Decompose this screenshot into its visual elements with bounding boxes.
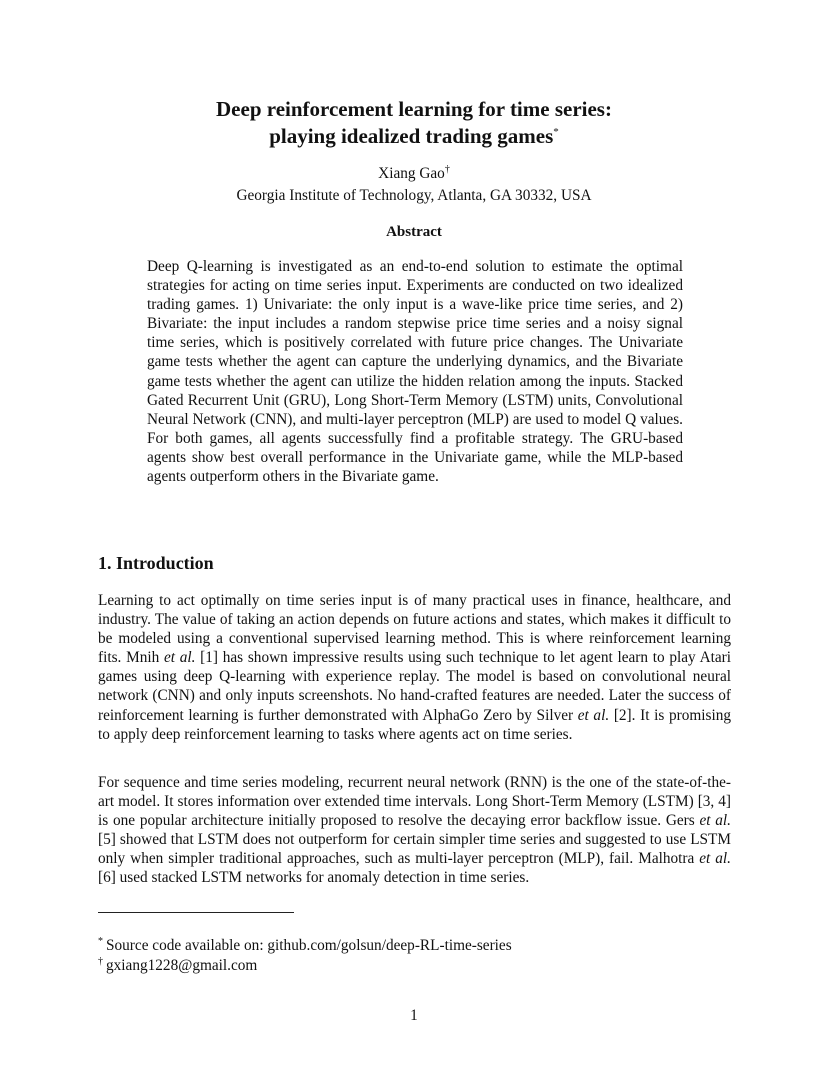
intro-p2-part-b: [5] showed that LSTM does not outperform for certain simpler time series and suggested to use LSTM only when simpler traditional approaches, such as multi-layer perceptron (MLP), fail. Malhotra xyxy=(98,831,731,868)
intro-p1-part-a: Learning to act optimally on time series input is of many practical uses in finance, healthcare, and industry. The value of taking an action depends on future actions and states, which makes it difficult to be modeled using a conventional supervised learning method. This is where reinforcement learning fits. Mnih xyxy=(98,592,731,667)
intro-p2-part-c: [6] used stacked LSTM networks for anomaly detection in time series. xyxy=(98,869,530,887)
section-heading-introduction: 1. Introduction xyxy=(98,553,214,573)
title-line-2-text: playing idealized trading games xyxy=(269,124,554,148)
footnote-2 xyxy=(98,956,257,976)
intro-p2-et-al-1: et al. xyxy=(699,812,731,830)
title-line-1: Deep reinforcement learning for time series: xyxy=(216,97,612,121)
intro-p1-et-al-1: et al. xyxy=(163,649,196,667)
intro-p1-part-c: [2]. It is promising to apply deep reinforcement learning to tasks where agents act on time series. xyxy=(98,706,732,743)
footnote-2-mark: † xyxy=(98,955,103,967)
author-name xyxy=(0,163,828,184)
intro-p2-part-a: For sequence and time series modeling, recurrent neural network (RNN) is the one of the state-of-the-art model. It stores information over extended time intervals. Long Short-Term Memory (LSTM) [3, 4] is one popular architecture initially proposed to resolve the decaying error backflow issue. Gers xyxy=(98,774,731,830)
abstract-heading: Abstract xyxy=(386,224,442,240)
paper-title xyxy=(0,96,828,150)
intro-paragraph-1 xyxy=(98,591,731,744)
footnote-1 xyxy=(98,936,512,956)
footnote-divider xyxy=(98,912,294,913)
author-name-text: Xiang Gao xyxy=(378,165,445,182)
footnote-1-mark: * xyxy=(98,935,103,947)
intro-p1-part-b: [1] has shown impressive results using such technique to let agent learn to play Atari games using deep Q-learning with experience replay. The model is based on convolutional neural network (CNN) and only inputs screenshots. No hand-crafted features are needed. Later the success of reinforcement learning is further demonstrated with AlphaGo Zero by Silver xyxy=(98,649,731,724)
title-line-2 xyxy=(0,123,828,150)
page-number: 1 xyxy=(410,1007,418,1024)
footnote-1-text: Source code available on: github.com/golsun/deep-RL-time-series xyxy=(106,937,512,954)
intro-p2-et-al-2: et al. xyxy=(699,850,731,868)
title-footnote-mark: * xyxy=(553,126,559,138)
intro-p1-et-al-2: et al. xyxy=(577,706,610,724)
abstract-text: Deep Q-learning is investigated as an end-to-end solution to estimate the optimal strategies for acting on time series input. Experiments are conducted on two idealized trading games. 1) Univariate: the only input is a wave-like price time series, and 2) Bivariate: the input includes a random stepwise price time series and a noisy signal time series, which is positively correlated with future price changes. The Univariate game tests whether the agent can capture the underlying dynamics, and the Bivariate game tests whether the agent can utilize the hidden relation among the inputs. Stacked Gated Recurrent Unit (GRU), Long Short-Term Memory (LSTM) units, Convolutional Neural Network (CNN), and multi-layer perceptron (MLP) are used to model Q values. For both games, all agents successfully find a profitable strategy. The GRU-based agents show best overall performance in the Univariate game, while the MLP-based agents outperform others in the Bivariate game. xyxy=(147,258,683,486)
footnote-2-text: gxiang1228@gmail.com xyxy=(106,957,258,974)
author-affiliation: Georgia Institute of Technology, Atlanta, GA 30332, USA xyxy=(236,187,592,204)
intro-paragraph-2 xyxy=(98,773,731,888)
author-footnote-mark: † xyxy=(444,163,450,175)
